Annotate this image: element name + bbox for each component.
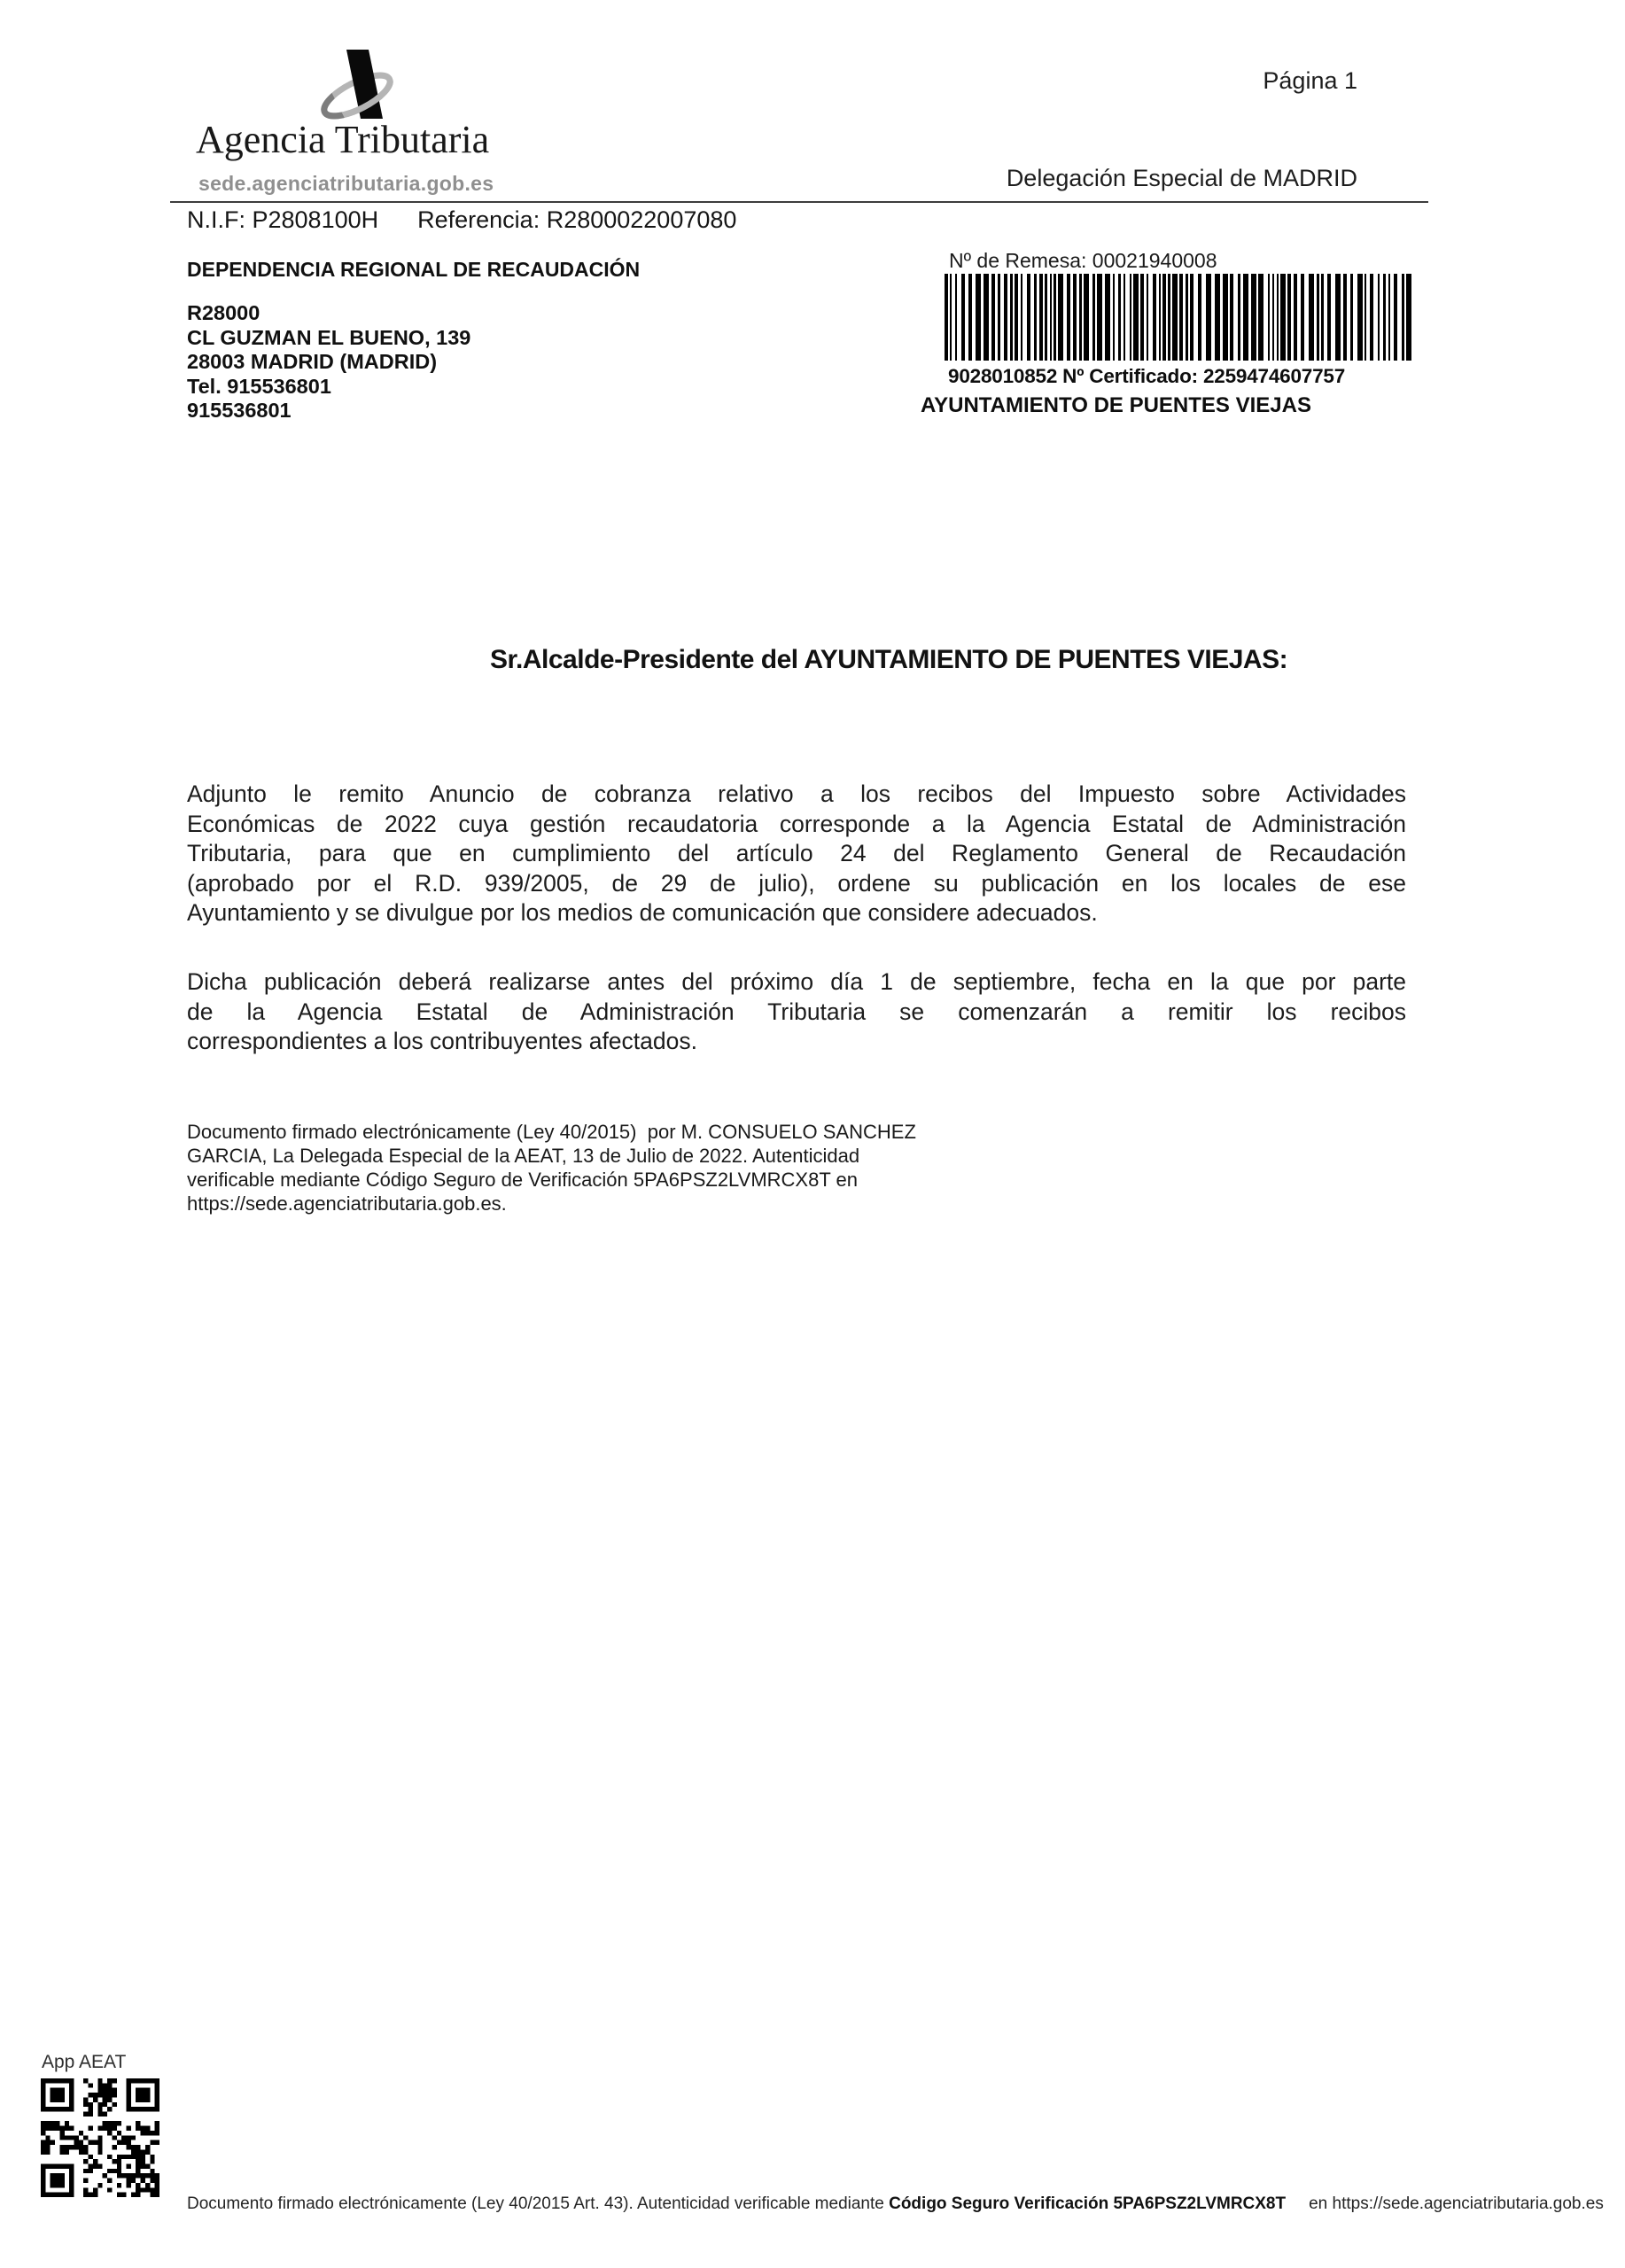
reference-value: Referencia: R2800022007080 [417,206,737,233]
paragraph-line: de la Agencia Estatal de Administración Tributaria se comenzarán a remitir los recibos [187,998,1406,1025]
signature-line: https://sede.agenciatributaria.gob.es. [187,1192,507,1215]
paragraph-line: Adjunto le remito Anuncio de cobranza relativo a los recibos del Impuesto sobre Actividades [187,781,1406,807]
address-line: CL GUZMAN EL BUENO, 139 [187,325,471,349]
footer-csv-code: Código Seguro Verificación 5PA6PSZ2LVMRCX8T [889,2194,1287,2213]
remesa-number: Nº de Remesa: 00021940008 [949,249,1217,272]
footer-verification [187,2194,1604,2214]
footer-text: Documento firmado electrónicamente (Ley 40/2015 Art. 43). Autenticidad verificable mediante [187,2194,890,2213]
address-line: Tel. 915536801 [187,374,331,398]
signature-line: GARCIA, La Delegada Especial de la AEAT, 13 de Julio de 2022. Autenticidad [187,1145,860,1167]
paragraph-line: correspondientes a los contribuyentes afectados. [187,1028,697,1054]
app-aeat-label: App AEAT [42,2052,127,2072]
paragraph-2 [187,967,1406,1057]
logo-title: Agencia Tributaria [196,118,490,161]
delegation-title: Delegación Especial de MADRID [1006,165,1357,191]
address-line: 915536801 [187,399,292,422]
page-number: Página 1 [1263,67,1357,94]
addressee-name: AYUNTAMIENTO DE PUENTES VIEJAS [921,393,1311,417]
paragraph-line: Tributaria, para que en cumplimiento del artículo 24 del Reglamento General de Recaudación [187,840,1406,866]
salutation: Sr.Alcalde-Presidente del AYUNTAMIENTO DE PUENTES VIEJAS: [490,645,1288,674]
header-divider [170,201,1428,203]
paragraph-line: Económicas de 2022 cuya gestión recaudatoria corresponde a la Agencia Estatal de Administración [187,810,1406,837]
barcode [945,274,1416,361]
qr-code [41,2078,159,2197]
department-title: DEPENDENCIA REGIONAL DE RECAUDACIÓN [187,258,641,281]
nif-value: N.I.F: P2808100H [187,206,379,233]
sender-address [187,301,470,423]
paragraph-line: (aprobado por el R.D. 939/2005, de 29 de julio), ordene su publicación en los locales de ese [187,869,1406,897]
footer-url: en https://sede.agenciatributaria.gob.es [1309,2194,1604,2213]
address-line: R28000 [187,301,260,324]
address-line: 28003 MADRID (MADRID) [187,350,438,373]
signature-line: Documento firmado electrónicamente (Ley 40/2015) por M. CONSUELO SANCHEZ [187,1121,916,1143]
paragraph-1 [187,780,1406,928]
paragraph-line: Dicha publicación deberá realizarse antes del próximo día 1 de septiembre, fecha en la que por parte [187,968,1406,995]
nif-reference-row [187,206,736,234]
logo-url: sede.agenciatributaria.gob.es [198,172,494,195]
paragraph-line: Ayuntamiento y se divulgue por los medios de comunicación que considere adecuados. [187,899,1098,926]
signature-line: verificable mediante Código Seguro de Verificación 5PA6PSZ2LVMRCX8T en [187,1169,858,1191]
certificate-number: 9028010852 Nº Certificado: 2259474607757 [948,365,1346,387]
signature-block [187,1120,916,1216]
